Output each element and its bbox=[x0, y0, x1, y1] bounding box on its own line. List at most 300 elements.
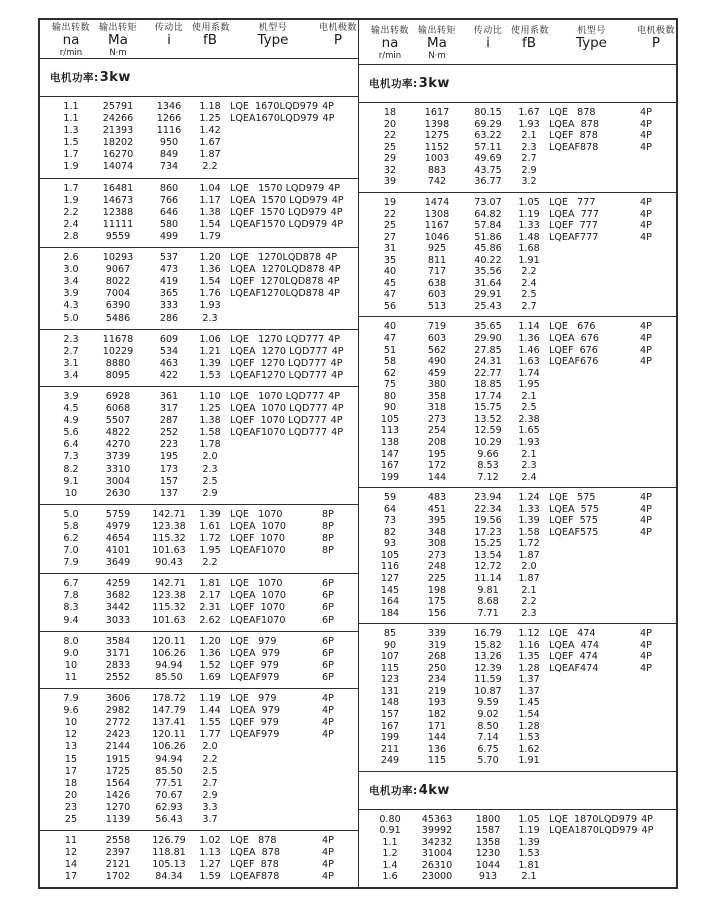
cell-na: 199 bbox=[380, 732, 400, 744]
cell-na: 27 bbox=[383, 231, 397, 243]
cell-ma: 3033 bbox=[105, 614, 131, 626]
cell-na: 1.1 bbox=[382, 836, 398, 848]
cell-i: 29.90 bbox=[474, 333, 502, 345]
cell-i: 1266 bbox=[156, 113, 182, 125]
table-row bbox=[40, 533, 358, 545]
cell-na: 11 bbox=[64, 835, 78, 847]
cell-type: LQEF 474 bbox=[549, 651, 598, 663]
cell-type bbox=[547, 709, 636, 721]
cell-type: LQEAF474 bbox=[549, 662, 599, 674]
cell-i: 286 bbox=[159, 312, 179, 324]
cell-type: LQEAF777 bbox=[549, 231, 599, 243]
table-row bbox=[40, 183, 358, 195]
cell-type bbox=[228, 300, 318, 312]
cell-i: 137.41 bbox=[152, 717, 186, 729]
cell-type bbox=[547, 674, 636, 686]
header-zh-p: 电机极数 bbox=[318, 23, 357, 33]
cell-i: 77.51 bbox=[155, 777, 183, 789]
header-zh-na: 输出转数 bbox=[52, 23, 91, 33]
table-row bbox=[40, 313, 358, 325]
table-row bbox=[40, 101, 358, 113]
cell-i: 31.64 bbox=[474, 277, 502, 289]
cell-i: 94.94 bbox=[155, 659, 183, 671]
cell-fb: 1.06 bbox=[199, 333, 221, 345]
cell-fb: 1.69 bbox=[199, 671, 221, 683]
cell-p bbox=[636, 837, 676, 849]
data-block bbox=[359, 317, 676, 488]
table-row bbox=[40, 427, 358, 439]
cell-ma: 11111 bbox=[102, 218, 134, 230]
cell-p bbox=[636, 278, 676, 290]
cell-p: 8P bbox=[322, 545, 334, 557]
table-row bbox=[359, 721, 676, 733]
table-row bbox=[359, 345, 676, 357]
cell-ma: 34232 bbox=[421, 836, 453, 848]
cell-na: 7.3 bbox=[63, 451, 79, 463]
header-sym-i: i bbox=[486, 35, 490, 52]
cell-p: 6P bbox=[322, 635, 334, 647]
table-row bbox=[40, 464, 358, 476]
table-row bbox=[40, 509, 358, 521]
cell-fb: 2.0 bbox=[202, 451, 218, 463]
cell-type: LQE 1270 LQD777 bbox=[230, 333, 325, 345]
cell-type: LQEF 1070 bbox=[230, 602, 285, 614]
cell-ma: 195 bbox=[427, 448, 447, 460]
cell-ma: 12388 bbox=[102, 206, 134, 218]
cell-i: 860 bbox=[159, 182, 179, 194]
cell-fb: 2.5 bbox=[202, 475, 218, 487]
cell-i: 115.32 bbox=[152, 533, 186, 544]
header-sym-ma: Ma bbox=[108, 32, 128, 48]
cell-na: 5.0 bbox=[63, 312, 79, 324]
cell-i: 80.15 bbox=[474, 107, 502, 119]
table-row bbox=[359, 402, 676, 414]
cell-fb: 1.39 bbox=[518, 836, 540, 848]
cell-p bbox=[636, 709, 676, 721]
cell-type: LQEA 676 bbox=[549, 333, 599, 345]
cell-fb: 1.14 bbox=[518, 321, 540, 333]
cell-fb: 2.9 bbox=[521, 164, 537, 176]
cell-na: 10 bbox=[64, 659, 78, 671]
cell-fb: 1.91 bbox=[518, 755, 540, 767]
cell-ma: 171 bbox=[427, 720, 447, 732]
cell-na: 47 bbox=[383, 289, 397, 301]
cell-i: 24.31 bbox=[474, 356, 502, 368]
cell-i: 73.07 bbox=[474, 197, 502, 209]
cell-ma: 1152 bbox=[424, 141, 450, 153]
table-row bbox=[359, 176, 676, 188]
header-unit-i bbox=[465, 51, 511, 61]
header-unit-i bbox=[146, 48, 192, 58]
table-row bbox=[40, 814, 358, 826]
cell-fb: 2.1 bbox=[521, 448, 537, 460]
cell-ma: 451 bbox=[427, 503, 447, 515]
cell-fb: 1.39 bbox=[199, 508, 221, 520]
cell-p: 4P bbox=[322, 847, 334, 859]
cell-ma: 273 bbox=[427, 413, 447, 425]
cell-ma: 115 bbox=[427, 755, 447, 767]
cell-ma: 3310 bbox=[105, 463, 131, 475]
table-row bbox=[359, 732, 676, 744]
cell-fb: 1.36 bbox=[199, 647, 221, 659]
table-row bbox=[359, 321, 676, 333]
cell-p bbox=[318, 300, 358, 312]
cell-fb: 1.16 bbox=[518, 639, 540, 651]
cell-ma: 208 bbox=[427, 436, 447, 448]
cell-type: LQEAF979 bbox=[230, 671, 280, 683]
header-col-na bbox=[52, 20, 90, 58]
cell-i: 223 bbox=[159, 439, 179, 451]
table-row bbox=[359, 814, 676, 826]
cell-fb: 1.65 bbox=[518, 425, 540, 437]
cell-type bbox=[228, 557, 318, 569]
cell-na: 9.1 bbox=[63, 475, 79, 487]
table-row bbox=[40, 717, 358, 729]
cell-p: 4P bbox=[640, 141, 652, 153]
cell-i: 45.86 bbox=[474, 243, 502, 255]
cell-type bbox=[547, 686, 636, 698]
cell-p bbox=[636, 596, 676, 608]
cell-type bbox=[228, 125, 318, 137]
header-zh-ma: 输出转矩 bbox=[417, 26, 456, 37]
data-block bbox=[359, 624, 676, 772]
header-col-ma bbox=[90, 20, 146, 58]
cell-type: LQE 1570 LQD979 bbox=[230, 182, 325, 194]
cell-type: LQEA 1070 bbox=[230, 520, 287, 532]
power-section-header bbox=[359, 65, 676, 103]
header-sym-fb: fB bbox=[521, 35, 536, 52]
table-row bbox=[359, 301, 676, 313]
cell-p bbox=[636, 176, 676, 188]
cell-i: 8.68 bbox=[477, 596, 499, 608]
cell-type bbox=[547, 153, 636, 165]
cell-i: 11.14 bbox=[474, 572, 502, 584]
cell-ma: 3682 bbox=[105, 590, 131, 602]
cell-p: 4P bbox=[640, 220, 652, 232]
cell-na: 5.6 bbox=[63, 427, 79, 439]
table-row bbox=[359, 379, 676, 391]
cell-i: 19.56 bbox=[474, 515, 502, 527]
cell-na: 14 bbox=[64, 859, 78, 871]
cell-na: 211 bbox=[380, 743, 400, 755]
table-row bbox=[359, 686, 676, 698]
cell-p: 8P bbox=[322, 508, 334, 520]
table-row bbox=[359, 142, 676, 154]
table-row bbox=[40, 149, 358, 161]
power-label: 电机功率: bbox=[369, 784, 418, 797]
table-row bbox=[359, 596, 676, 608]
cell-ma: 638 bbox=[427, 277, 447, 289]
cell-type bbox=[228, 464, 318, 476]
cell-na: 1.1 bbox=[63, 113, 79, 125]
cell-ma: 7004 bbox=[105, 288, 131, 300]
cell-na: 147 bbox=[380, 448, 400, 460]
cell-type bbox=[547, 368, 636, 380]
cell-fb: 1.93 bbox=[199, 300, 221, 312]
cell-p: 4P bbox=[328, 264, 341, 276]
cell-ma: 1003 bbox=[424, 153, 450, 165]
cell-type: LQEF 1270 LQD777 bbox=[230, 357, 327, 369]
cell-fb: 1.27 bbox=[199, 859, 221, 871]
cell-p bbox=[636, 538, 676, 550]
cell-p: 4P bbox=[640, 231, 652, 243]
table-row bbox=[359, 197, 676, 209]
table-row bbox=[359, 130, 676, 142]
cell-p: 6P bbox=[322, 578, 334, 590]
cell-na: 45 bbox=[383, 277, 397, 289]
cell-p bbox=[636, 391, 676, 403]
data-block bbox=[40, 831, 358, 887]
cell-fb: 1.05 bbox=[518, 197, 540, 209]
cell-ma: 144 bbox=[427, 471, 447, 483]
cell-fb: 1.74 bbox=[518, 367, 540, 379]
cell-p: 4P bbox=[328, 182, 341, 194]
cell-i: 25.43 bbox=[474, 300, 502, 312]
cell-ma: 3584 bbox=[105, 635, 131, 647]
cell-p: 4P bbox=[330, 357, 343, 369]
cell-ma: 719 bbox=[427, 321, 447, 333]
table-row bbox=[359, 608, 676, 620]
header-col-p bbox=[636, 23, 676, 61]
cell-p: 4P bbox=[640, 321, 652, 333]
cell-na: 164 bbox=[380, 596, 400, 608]
cell-fb: 2.5 bbox=[521, 402, 537, 414]
table-row bbox=[40, 557, 358, 569]
cell-ma: 16270 bbox=[102, 149, 134, 161]
table-row bbox=[40, 415, 358, 427]
header-unit-type bbox=[547, 51, 636, 61]
header-unit-na: r/min bbox=[59, 48, 83, 58]
cell-type: LQE 575 bbox=[549, 492, 596, 504]
cell-ma: 9067 bbox=[105, 264, 131, 276]
cell-ma: 3606 bbox=[105, 693, 131, 705]
table-row bbox=[359, 243, 676, 255]
cell-ma: 156 bbox=[427, 607, 447, 619]
cell-i: 11.59 bbox=[474, 674, 502, 686]
header-zh-fb: 使用系数 bbox=[511, 26, 550, 37]
cell-p bbox=[318, 741, 358, 753]
cell-fb: 2.31 bbox=[199, 602, 221, 614]
cell-ma: 925 bbox=[427, 243, 447, 255]
cell-na: 18 bbox=[64, 777, 78, 789]
cell-p: 4P bbox=[640, 107, 652, 119]
table-row bbox=[359, 550, 676, 562]
cell-type: LQE 1670LQD979 bbox=[230, 101, 319, 112]
cell-ma: 14673 bbox=[102, 194, 134, 206]
cell-p bbox=[318, 313, 358, 325]
cell-i: 12.59 bbox=[474, 425, 502, 437]
table-row bbox=[359, 860, 676, 872]
header-sym-fb: fB bbox=[202, 32, 217, 48]
cell-p bbox=[636, 402, 676, 414]
cell-p: 4P bbox=[322, 871, 334, 883]
cell-fb: 2.2 bbox=[202, 161, 218, 173]
cell-type: LQEF 1070 bbox=[230, 533, 285, 544]
cell-fb: 1.95 bbox=[199, 545, 221, 557]
cell-p bbox=[318, 439, 358, 451]
cell-fb: 1.91 bbox=[518, 254, 540, 266]
cell-i: 63.22 bbox=[474, 130, 502, 142]
cell-type: LQEA 979 bbox=[230, 705, 280, 717]
cell-i: 499 bbox=[159, 230, 179, 242]
cell-na: 4.5 bbox=[63, 403, 79, 415]
cell-i: 35.56 bbox=[474, 266, 502, 278]
cell-type: LQEAF676 bbox=[549, 356, 599, 368]
cell-fb: 1.93 bbox=[518, 118, 540, 130]
table-row bbox=[40, 231, 358, 243]
table-row bbox=[40, 195, 358, 207]
cell-p: 4P bbox=[322, 113, 335, 125]
cell-type: LQEAF1070 bbox=[230, 545, 286, 557]
spec-table bbox=[38, 18, 678, 889]
cell-na: 8.3 bbox=[63, 602, 79, 614]
cell-type bbox=[547, 425, 636, 437]
header-unit-p bbox=[318, 48, 358, 58]
cell-fb: 1.42 bbox=[199, 125, 221, 137]
cell-p bbox=[318, 766, 358, 778]
cell-type bbox=[547, 755, 636, 767]
cell-p bbox=[318, 814, 358, 826]
cell-na: 2.4 bbox=[63, 218, 79, 230]
table-row bbox=[40, 300, 358, 312]
cell-i: 173 bbox=[159, 463, 179, 475]
cell-fb: 1.20 bbox=[199, 635, 221, 647]
cell-fb: 1.36 bbox=[518, 333, 540, 345]
cell-fb: 1.05 bbox=[518, 813, 540, 825]
cell-type bbox=[547, 596, 636, 608]
cell-ma: 21393 bbox=[102, 125, 134, 137]
cell-ma: 254 bbox=[427, 425, 447, 437]
cell-na: 39 bbox=[383, 176, 397, 188]
cell-type bbox=[228, 451, 318, 463]
header-zh-i: 传动比 bbox=[473, 26, 503, 37]
cell-p: 4P bbox=[325, 252, 338, 264]
power-value: 3kw bbox=[99, 70, 131, 85]
table-row bbox=[40, 346, 358, 358]
cell-ma: 395 bbox=[427, 515, 447, 527]
header-col-type bbox=[228, 20, 318, 58]
table-row bbox=[359, 472, 676, 484]
cell-ma: 4979 bbox=[105, 520, 131, 532]
cell-fb: 1.24 bbox=[518, 492, 540, 504]
cell-na: 157 bbox=[380, 708, 400, 720]
cell-p: 4P bbox=[640, 130, 652, 142]
cell-fb: 1.45 bbox=[518, 697, 540, 709]
cell-type bbox=[547, 721, 636, 733]
cell-type: LQEA 575 bbox=[549, 503, 599, 515]
cell-fb: 1.95 bbox=[518, 379, 540, 391]
table-row bbox=[359, 232, 676, 244]
cell-fb: 3.7 bbox=[202, 813, 218, 825]
table-row bbox=[359, 825, 676, 837]
cell-na: 20 bbox=[383, 118, 397, 130]
cell-type bbox=[547, 538, 636, 550]
cell-type: LQEF 878 bbox=[549, 130, 598, 142]
cell-na: 3.9 bbox=[63, 390, 79, 402]
cell-i: 1116 bbox=[156, 125, 182, 137]
cell-na: 1.6 bbox=[382, 871, 398, 883]
cell-p: 4P bbox=[641, 825, 654, 837]
cell-ma: 8022 bbox=[105, 276, 131, 288]
cell-p bbox=[636, 266, 676, 278]
cell-fb: 2.0 bbox=[202, 741, 218, 753]
cell-na: 1.5 bbox=[63, 137, 79, 149]
cell-na: 115 bbox=[380, 662, 400, 674]
cell-p bbox=[318, 476, 358, 488]
cell-fb: 1.13 bbox=[199, 847, 221, 859]
cell-type bbox=[547, 573, 636, 585]
cell-i: 126.79 bbox=[152, 835, 186, 847]
cell-fb: 1.20 bbox=[199, 252, 221, 264]
data-block bbox=[40, 574, 358, 631]
cell-ma: 198 bbox=[427, 584, 447, 596]
cell-type bbox=[547, 391, 636, 403]
cell-type: LQEA 878 bbox=[230, 847, 280, 859]
cell-type bbox=[228, 766, 318, 778]
cell-i: 178.72 bbox=[152, 693, 186, 705]
cell-ma: 459 bbox=[427, 367, 447, 379]
cell-na: 3.9 bbox=[63, 288, 79, 300]
cell-type: LQE 1070 LQD777 bbox=[230, 390, 325, 402]
cell-i: 22.34 bbox=[474, 503, 502, 515]
cell-fb: 1.54 bbox=[199, 276, 221, 288]
cell-i: 580 bbox=[159, 218, 179, 230]
cell-type: LQE 878 bbox=[549, 107, 596, 119]
table-row bbox=[40, 521, 358, 533]
cell-fb: 1.52 bbox=[199, 659, 221, 671]
cell-fb: 2.62 bbox=[199, 614, 221, 626]
cell-type: LQEF 1270LQD878 bbox=[230, 276, 324, 288]
cell-fb: 2.5 bbox=[521, 289, 537, 301]
table-row bbox=[359, 527, 676, 539]
cell-na: 23 bbox=[64, 801, 78, 813]
data-block bbox=[40, 97, 358, 179]
cell-i: 365 bbox=[159, 288, 179, 300]
cell-i: 766 bbox=[159, 194, 179, 206]
cell-i: 64.82 bbox=[474, 208, 502, 220]
cell-i: 534 bbox=[159, 345, 179, 357]
cell-fb: 2.2 bbox=[202, 557, 218, 569]
cell-i: 40.22 bbox=[474, 254, 502, 266]
table-row bbox=[359, 460, 676, 472]
table-row bbox=[359, 289, 676, 301]
cell-i: 57.11 bbox=[474, 141, 502, 153]
header-sym-type: Type bbox=[257, 32, 289, 48]
cell-na: 3.1 bbox=[63, 357, 79, 369]
header-unit-ma: N·m bbox=[428, 51, 446, 62]
cell-ma: 250 bbox=[427, 662, 447, 674]
cell-ma: 1167 bbox=[424, 220, 450, 232]
cell-type bbox=[228, 149, 318, 161]
data-block bbox=[359, 103, 676, 193]
cell-na: 6.4 bbox=[63, 439, 79, 451]
table-row bbox=[359, 709, 676, 721]
cell-fb: 1.81 bbox=[199, 578, 221, 590]
cell-i: 27.85 bbox=[474, 344, 502, 356]
power-label: 电机功率: bbox=[369, 78, 418, 91]
cell-p bbox=[318, 464, 358, 476]
cell-type: LQE 979 bbox=[230, 693, 277, 705]
cell-ma: 268 bbox=[427, 651, 447, 663]
cell-p bbox=[636, 472, 676, 484]
column-header-right bbox=[359, 20, 676, 65]
cell-ma: 883 bbox=[427, 164, 447, 176]
cell-type: LQEAF575 bbox=[549, 526, 599, 538]
cell-i: 1587 bbox=[475, 825, 501, 837]
table-row bbox=[40, 391, 358, 403]
cell-type: LQE 676 bbox=[549, 321, 596, 333]
table-row bbox=[40, 334, 358, 346]
